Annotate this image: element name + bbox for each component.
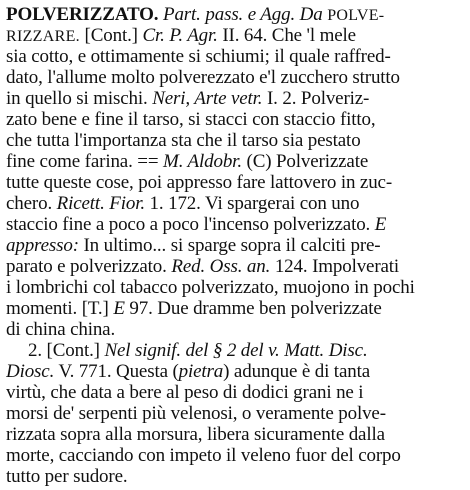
etymology-end: RIZZARE. xyxy=(6,28,80,45)
text-segment: parato e polverizzato. xyxy=(6,256,172,277)
text-line-21: rizzata sopra alla morsura, libera sicuramente dalla xyxy=(6,424,385,445)
text-line-14: i lombrichi col tabacco polverizzato, muojono in pochi xyxy=(6,277,415,298)
source-citation: Neri, Arte vetr. xyxy=(152,88,263,109)
source-citation: M. Aldobr. xyxy=(163,151,242,172)
sense-number: 2. [Cont.] xyxy=(28,340,105,361)
source-citation: Red. Oss. an. xyxy=(171,256,271,277)
text-segment: momenti. [T.] xyxy=(6,298,114,319)
text-segment: ) adunque è di tanta xyxy=(223,361,370,382)
text-line-16: di china china. xyxy=(6,319,116,340)
grammar-note: Part. pass. e Agg. Da xyxy=(158,4,328,25)
text-segment: I. 2. Polveriz- xyxy=(262,88,370,109)
text-segment: staccio fine a poco a poco l'incenso polverizzato. xyxy=(6,214,375,235)
source-citation: Nel signif. del § 2 del v. Matt. Disc. xyxy=(104,340,368,361)
source-citation: Diosc. xyxy=(6,361,55,382)
text-line-19: virtù, che data a bere al peso di dodici grani ne i xyxy=(6,382,364,403)
text-segment: (C) Polverizzate xyxy=(241,151,369,172)
text-segment: In ultimo... si sparge sopra il calciti pre- xyxy=(78,235,381,256)
text-segment: fine come farina. == xyxy=(6,151,164,172)
text-line-22: morte, cacciando con impeto il veleno fuor del corpo xyxy=(6,445,401,466)
headword: POLVERIZZATO. xyxy=(6,4,159,25)
text-segment: 124. Impolverati xyxy=(270,256,400,277)
text-segment: 97. Due dramme ben polverizzate xyxy=(124,298,382,319)
text-segment: II. 64. Che 'l mele xyxy=(217,25,356,46)
text-segment: chero. xyxy=(6,193,57,214)
source-citation: Ricett. Fior. xyxy=(56,193,145,214)
emphasis-word: pietra xyxy=(178,361,224,382)
text-segment: in quello si mischi. xyxy=(6,88,153,109)
source-citation: E xyxy=(374,214,387,235)
text-line-20: morsi de' serpenti più velenosi, o veramente polve- xyxy=(6,403,386,424)
etymology-start: POLVE- xyxy=(327,7,385,24)
text-line-23: tutto per sudore. xyxy=(6,466,128,487)
text-line-7: che tutta l'importanza sta che il tarso sia pestato xyxy=(6,130,361,151)
source-citation: Cr. P. Agr. xyxy=(142,25,218,46)
text-line-4: dato, l'allume molto polverezzato e'l zucchero strutto xyxy=(6,67,400,88)
text-segment: V. 771. Questa ( xyxy=(54,361,179,382)
text-segment: [Cont.] xyxy=(79,25,143,46)
text-line-3: sia cotto, e ottimamente si schiumi; il quale raffred- xyxy=(6,46,391,67)
text-line-6: zato bene e fine il tarso, si stacci con staccio fitto, xyxy=(6,109,376,130)
text-segment: 1. 172. Vi spargerai con uno xyxy=(144,193,360,214)
source-citation: appresso: xyxy=(6,235,79,256)
text-line-9: tutte queste cose, poi appresso fare lattovero in zuc- xyxy=(6,172,393,193)
source-citation: E xyxy=(113,298,125,319)
